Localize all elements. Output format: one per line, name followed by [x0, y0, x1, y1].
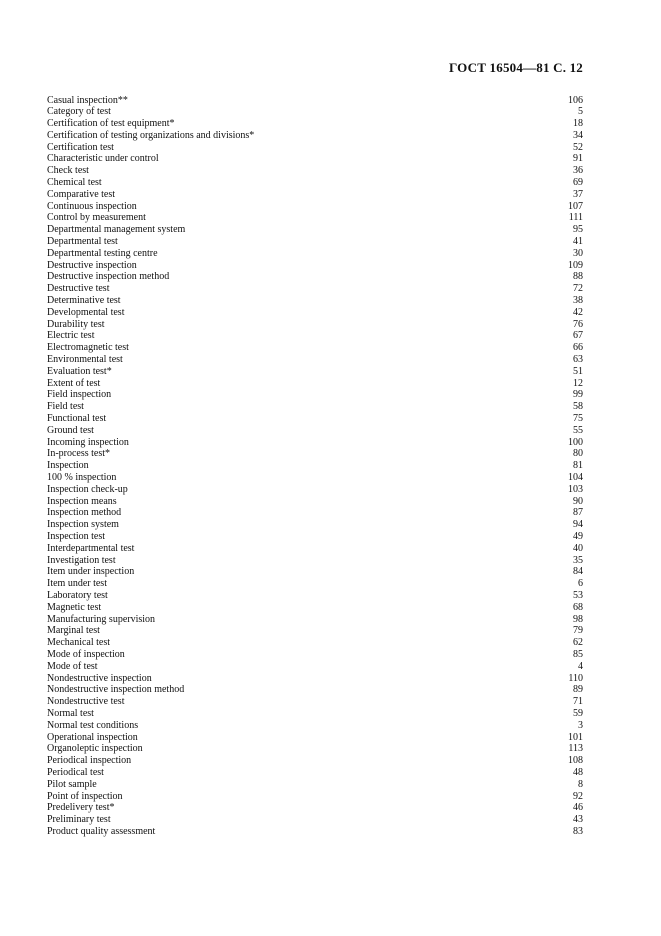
index-row	[47, 661, 583, 673]
index-term: Preliminary test	[47, 814, 111, 826]
index-row	[47, 295, 583, 307]
index-row	[47, 637, 583, 649]
index-number: 53	[573, 589, 583, 601]
term-index	[47, 95, 583, 838]
index-number: 30	[573, 247, 583, 259]
index-number: 59	[573, 707, 583, 719]
index-number: 101	[568, 731, 583, 743]
index-term: Departmental testing centre	[47, 247, 158, 259]
index-row	[47, 602, 583, 614]
index-row	[47, 106, 583, 118]
index-term: Point of inspection	[47, 790, 123, 802]
index-row	[47, 130, 583, 142]
index-row	[47, 814, 583, 826]
index-number: 81	[573, 460, 583, 472]
index-term: Chemical test	[47, 177, 102, 189]
index-number: 113	[568, 743, 583, 755]
index-number: 99	[573, 389, 583, 401]
index-term: Certification of testing organizations and divisions*	[47, 129, 255, 141]
index-term: Pilot sample	[47, 778, 97, 790]
index-row	[47, 590, 583, 602]
index-term: Organoleptic inspection	[47, 743, 143, 755]
index-row	[47, 366, 583, 378]
index-number: 68	[573, 601, 583, 613]
index-term: 100 % inspection	[47, 472, 117, 483]
index-term: Item under test	[47, 578, 107, 590]
index-term: Laboratory test	[47, 589, 108, 601]
index-number: 87	[573, 507, 583, 519]
index-number: 40	[573, 542, 583, 554]
index-number: 51	[573, 365, 583, 377]
index-number: 76	[573, 318, 583, 330]
index-term: Periodical test	[47, 766, 104, 778]
index-term: Inspection means	[47, 495, 117, 507]
index-number: 48	[573, 766, 583, 778]
index-row	[47, 271, 583, 283]
index-number: 41	[573, 236, 583, 248]
index-number: 90	[573, 495, 583, 507]
index-row	[47, 755, 583, 767]
index-row	[47, 448, 583, 460]
index-row	[47, 673, 583, 685]
index-term: In-process test*	[47, 448, 111, 460]
index-number: 49	[573, 530, 583, 542]
index-row	[47, 696, 583, 708]
index-row	[47, 519, 583, 531]
index-term: Category of test	[47, 106, 111, 118]
index-term: Electric test	[47, 330, 95, 342]
index-number: 36	[573, 165, 583, 177]
index-number: 88	[573, 271, 583, 283]
index-term: Incoming inspection	[47, 436, 129, 448]
index-number: 34	[573, 129, 583, 141]
index-row	[47, 484, 583, 496]
index-number: 63	[573, 354, 583, 366]
index-term: Mode of test	[47, 660, 98, 672]
index-row	[47, 743, 583, 755]
index-term: Certification test	[47, 141, 114, 153]
index-row	[47, 330, 583, 342]
index-number: 52	[573, 141, 583, 153]
index-term: Mode of inspection	[47, 648, 125, 660]
index-row	[47, 224, 583, 236]
index-row	[47, 649, 583, 661]
index-number: 109	[568, 259, 583, 271]
index-term: Departmental management system	[47, 224, 186, 236]
index-row	[47, 531, 583, 543]
index-row	[47, 507, 583, 519]
index-number: 84	[573, 566, 583, 578]
index-number: 4	[578, 660, 583, 672]
index-row	[47, 460, 583, 472]
index-term: Certification of test equipment*	[47, 118, 175, 130]
index-row	[47, 496, 583, 508]
index-row	[47, 95, 583, 107]
index-term: Interdepartmental test	[47, 542, 135, 554]
index-row	[47, 708, 583, 720]
index-number: 8	[578, 778, 583, 790]
index-term: Normal test conditions	[47, 719, 139, 731]
index-term: Nondestructive inspection	[47, 672, 152, 684]
index-number: 66	[573, 342, 583, 354]
index-number: 85	[573, 648, 583, 660]
index-number: 91	[573, 153, 583, 165]
index-term: Check test	[47, 165, 89, 177]
index-term: Item under inspection	[47, 566, 135, 578]
index-term: Control by measurement	[47, 212, 146, 224]
index-row	[47, 578, 583, 590]
index-row	[47, 543, 583, 555]
index-row	[47, 307, 583, 319]
index-term: Ground test	[47, 424, 94, 436]
index-term: Developmental test	[47, 306, 125, 318]
index-term: Destructive test	[47, 283, 110, 295]
index-number: 58	[573, 401, 583, 413]
index-row	[47, 401, 583, 413]
index-term: Operational inspection	[47, 731, 138, 743]
index-row	[47, 118, 583, 130]
index-term: Inspection test	[47, 530, 106, 542]
index-term: Investigation test	[47, 554, 116, 566]
index-term: Environmental test	[47, 354, 123, 366]
index-number: 94	[573, 519, 583, 531]
index-term: Field test	[47, 401, 84, 413]
index-number: 95	[573, 224, 583, 236]
index-row	[47, 802, 583, 814]
index-term: Manufacturing supervision	[47, 613, 156, 625]
index-term: Marginal test	[47, 625, 100, 637]
index-row	[47, 720, 583, 732]
index-term: Continuous inspection	[47, 200, 137, 212]
index-number: 108	[568, 755, 583, 767]
index-row	[47, 614, 583, 626]
index-number: 43	[573, 814, 583, 826]
index-term: Nondestructive inspection method	[47, 684, 185, 696]
index-row	[47, 319, 583, 331]
index-number: 18	[573, 118, 583, 130]
index-term: Evaluation test*	[47, 365, 112, 377]
index-term: Inspection	[47, 460, 89, 472]
index-number: 72	[573, 283, 583, 295]
index-number: 55	[573, 424, 583, 436]
index-number: 38	[573, 295, 583, 307]
index-number: 5	[578, 106, 583, 118]
index-term: Destructive inspection	[47, 259, 137, 271]
index-row	[47, 283, 583, 295]
index-row	[47, 732, 583, 744]
index-term: Durability test	[47, 318, 105, 330]
index-term: Periodical inspection	[47, 755, 132, 767]
index-term: Inspection system	[47, 519, 119, 531]
index-number: 79	[573, 625, 583, 637]
index-number: 42	[573, 306, 583, 318]
index-number: 80	[573, 448, 583, 460]
index-term: Casual inspection**	[47, 94, 128, 106]
page-header: ГОСТ 16504—81 С. 12	[449, 60, 583, 75]
index-number: 110	[568, 672, 583, 684]
index-row	[47, 236, 583, 248]
index-row	[47, 791, 583, 803]
index-number: 12	[573, 377, 583, 389]
index-number: 107	[568, 200, 583, 212]
index-number: 100	[568, 436, 583, 448]
index-row	[47, 201, 583, 213]
index-term: Destructive inspection method	[47, 271, 170, 283]
index-number: 35	[573, 554, 583, 566]
index-number: 62	[573, 637, 583, 649]
index-number: 6	[578, 578, 583, 590]
index-number: 75	[573, 413, 583, 425]
index-number: 106	[568, 94, 583, 106]
index-number: 69	[573, 177, 583, 189]
index-term: Comparative test	[47, 188, 116, 200]
index-number: 83	[573, 825, 583, 837]
index-term: Characteristic under control	[47, 153, 159, 165]
index-number: 111	[568, 212, 583, 224]
index-number: 46	[573, 802, 583, 814]
index-row	[47, 826, 583, 838]
index-term: Mechanical test	[47, 637, 111, 649]
index-term: Magnetic test	[47, 601, 102, 613]
index-row	[47, 472, 583, 484]
index-number: 71	[573, 696, 583, 708]
index-row	[47, 354, 583, 366]
index-term: Electromagnetic test	[47, 342, 129, 354]
index-row	[47, 177, 583, 189]
index-term: Normal test	[47, 707, 94, 719]
index-row	[47, 248, 583, 260]
index-term: Field inspection	[47, 389, 112, 401]
index-term: Inspection check-up	[47, 483, 128, 495]
index-row	[47, 555, 583, 567]
index-row	[47, 342, 583, 354]
index-number: 89	[573, 684, 583, 696]
index-row	[47, 212, 583, 224]
index-term: Functional test	[47, 413, 107, 425]
index-row	[47, 413, 583, 425]
index-row	[47, 378, 583, 390]
index-term: Determinative test	[47, 295, 121, 307]
index-row	[47, 437, 583, 449]
index-term: Inspection method	[47, 507, 122, 519]
index-term: Nondestructive test	[47, 696, 125, 708]
index-row	[47, 165, 583, 177]
index-row	[47, 767, 583, 779]
index-row	[47, 153, 583, 165]
index-number: 104	[568, 472, 583, 483]
index-number: 3	[578, 719, 583, 731]
index-number: 92	[573, 790, 583, 802]
index-term: Predelivery test*	[47, 802, 115, 814]
index-term: Departmental test	[47, 236, 118, 248]
index-row	[47, 566, 583, 578]
index-number: 98	[573, 613, 583, 625]
index-term: Extent of test	[47, 377, 101, 389]
index-row	[47, 389, 583, 401]
index-row	[47, 779, 583, 791]
index-row	[47, 625, 583, 637]
index-row	[47, 189, 583, 201]
index-number: 67	[573, 330, 583, 342]
index-number: 37	[573, 188, 583, 200]
index-row	[47, 142, 583, 154]
index-term: Product quality assessment	[47, 825, 156, 837]
index-number: 103	[568, 483, 583, 495]
index-row	[47, 260, 583, 272]
index-row	[47, 425, 583, 437]
index-row	[47, 684, 583, 696]
